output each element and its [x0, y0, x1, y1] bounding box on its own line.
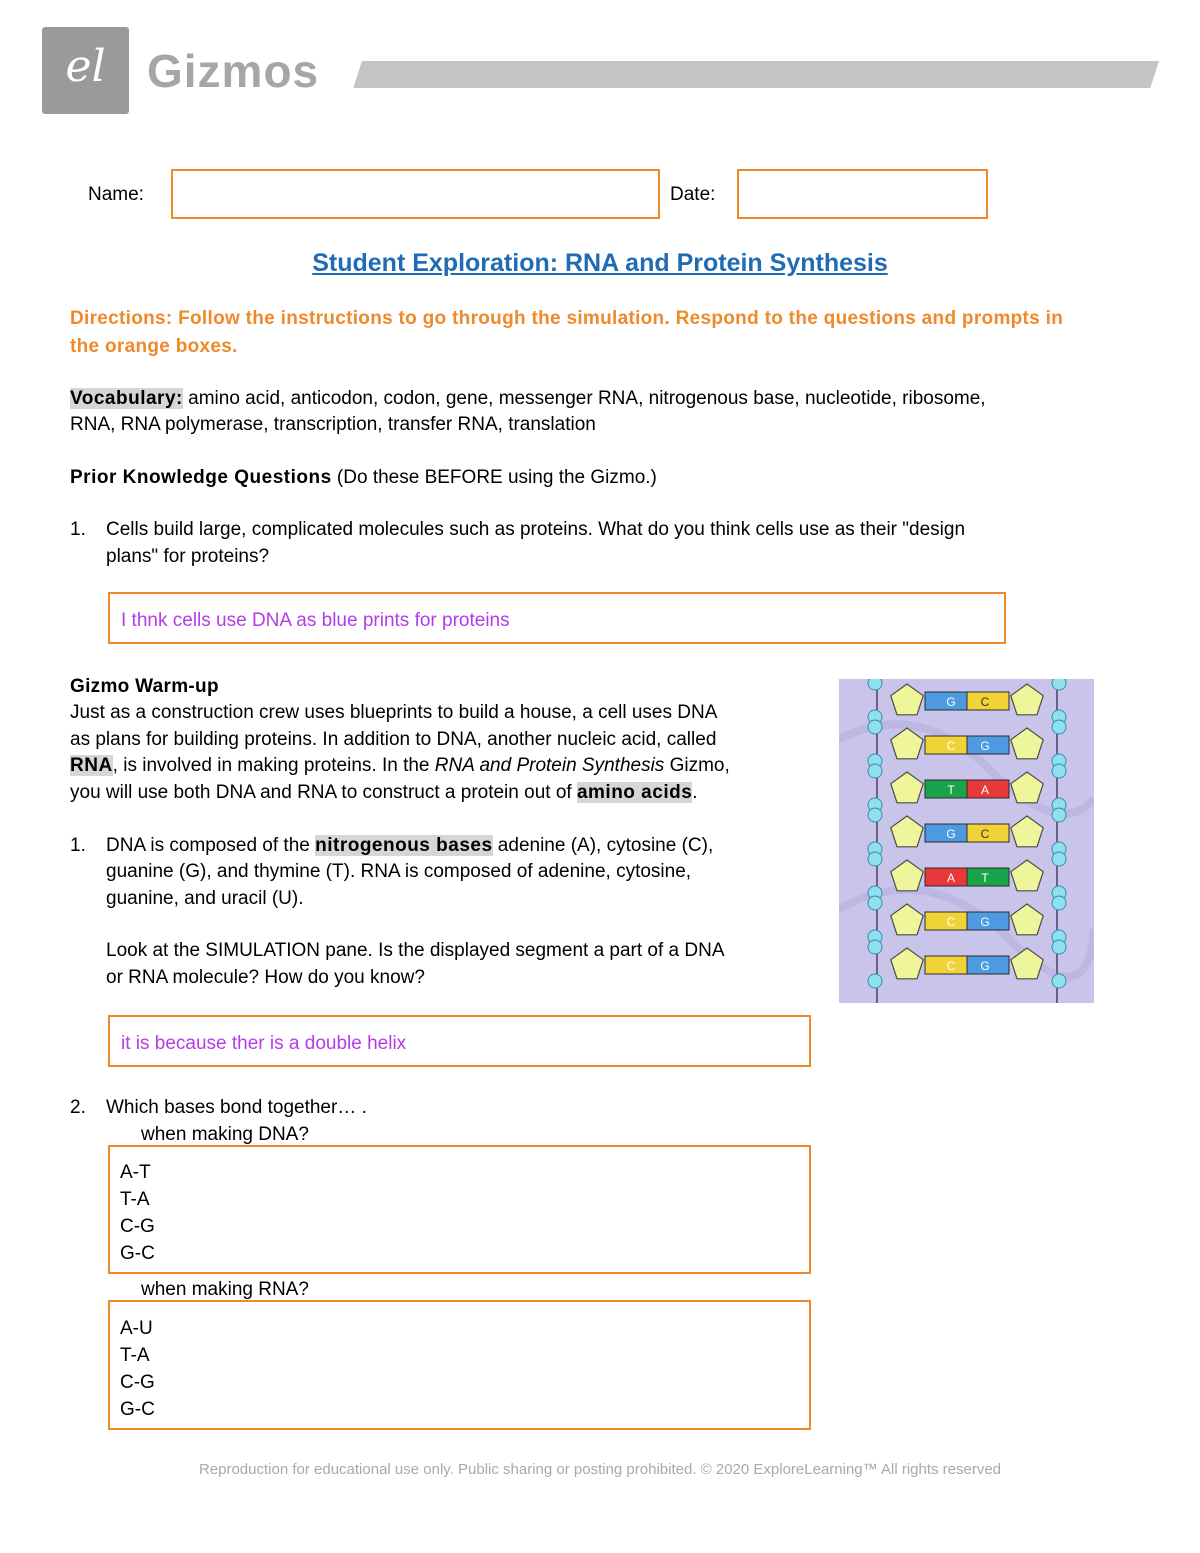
sugar-pentagon [891, 860, 923, 891]
warmup-line2: as plans for building proteins. In addition to DNA, another nucleic acid, called [70, 729, 717, 750]
warmup-q1-number: 1. [70, 835, 86, 856]
phosphate-circle [868, 808, 882, 822]
prior-answer-box[interactable] [108, 592, 1006, 644]
prior-heading-text: Prior Knowledge Questions [70, 467, 332, 488]
name-label: Name: [88, 184, 144, 205]
base-letter: C [946, 915, 956, 929]
base-left [925, 780, 967, 798]
footer-copyright: Reproduction for educational use only. Public sharing or posting prohibited. © 2020 ExploreLearning™ All rights reserved [198, 1461, 1002, 1478]
date-field[interactable] [737, 169, 988, 219]
dna-pair: T-A [120, 1189, 150, 1210]
rna-pairs-prompt: when making RNA? [141, 1279, 309, 1300]
phosphate-circle [1052, 764, 1066, 778]
dna-double-helix-illustration [839, 679, 1094, 1003]
warmup-q1-line5: or RNA molecule? How do you know? [106, 967, 425, 988]
dna-pair: C-G [120, 1216, 155, 1237]
dna-pairs-answer-box[interactable] [108, 1145, 811, 1274]
phosphate-circle [868, 896, 882, 910]
base-letter: T [947, 783, 955, 797]
directions-text: Directions: Follow the instructions to go through the simulation. Respond to the questions and prompts in the orange boxes. [70, 308, 1064, 357]
logo-text: el [65, 41, 106, 92]
warmup-q2-text: Which bases bond together… . [106, 1097, 367, 1118]
phosphate-circle [1052, 852, 1066, 866]
warmup-line4-text: you will use both DNA and RNA to construct a protein out of [70, 782, 577, 803]
nitrogenous-bases-highlight: nitrogenous bases [315, 835, 493, 856]
sugar-pentagon [891, 684, 923, 715]
base-letter: G [980, 959, 990, 973]
q1-text-start: DNA is composed of the [106, 835, 316, 856]
phosphate-circle [1052, 940, 1066, 954]
warmup-line4-end: . [692, 782, 698, 803]
base-letter: T [981, 871, 989, 885]
warmup-line1: Just as a construction crew uses blueprints to build a house, a cell uses DNA [70, 702, 718, 723]
dna-pair: G-C [120, 1243, 155, 1264]
dna-pairs-prompt: when making DNA? [141, 1124, 309, 1145]
base-letter: C [980, 695, 990, 709]
phosphate-circle [868, 764, 882, 778]
sugar-pentagon [891, 948, 923, 979]
sugar-pentagon [1011, 904, 1043, 935]
sugar-pentagon [1011, 860, 1043, 891]
warmup-line3-text: , is involved in making proteins. In the [112, 755, 435, 776]
date-label: Date: [670, 184, 716, 205]
warmup-q2-number: 2. [70, 1097, 86, 1118]
dna-simulation-image [839, 679, 1094, 1003]
rna-pair: A-U [120, 1318, 153, 1339]
vocabulary-label: Vocabulary: [70, 388, 183, 409]
rna-pair: C-G [120, 1372, 155, 1393]
base-letter: G [980, 915, 990, 929]
phosphate-circle [868, 974, 882, 988]
page-title: Student Exploration: RNA and Protein Synthesis [312, 249, 888, 277]
amino-acids-highlight: amino acids [576, 782, 693, 803]
sugar-pentagon [1011, 728, 1043, 759]
warmup-line3 [70, 752, 730, 779]
warmup-q1-line2: guanine (G), and thymine (T). RNA is composed of adenine, cytosine, [106, 861, 692, 882]
vocabulary-line2: RNA, RNA polymerase, transcription, transfer RNA, translation [70, 414, 596, 435]
phosphate-circle [1052, 679, 1066, 690]
warmup-heading: Gizmo Warm-up [70, 676, 219, 697]
base-letter: A [946, 871, 956, 885]
base-letter: G [946, 695, 956, 709]
prior-knowledge-heading [70, 464, 657, 491]
name-field[interactable] [171, 169, 660, 219]
phosphate-circle [1052, 896, 1066, 910]
brand-name: Gizmos [147, 45, 320, 97]
warmup-q1-answer-text: it is because ther is a double helix [121, 1033, 407, 1054]
sugar-pentagon [891, 816, 923, 847]
q1-text-end: adenine (A), cytosine (C), [492, 835, 714, 856]
gizmo-name: RNA and Protein Synthesis [434, 755, 665, 776]
phosphate-circle [868, 679, 882, 690]
phosphate-circle [1052, 808, 1066, 822]
sugar-pentagon [1011, 948, 1043, 979]
warmup-q1-line1 [106, 832, 713, 859]
base-letter: G [946, 827, 956, 841]
base-letter: A [980, 783, 990, 797]
prior-question-line2: plans" for proteins? [106, 546, 270, 567]
warmup-line4 [70, 779, 698, 806]
base-letter: C [946, 959, 956, 973]
sugar-pentagon [891, 772, 923, 803]
phosphate-circle [868, 940, 882, 954]
base-letter: C [980, 827, 990, 841]
vocabulary-terms: amino acid, anticodon, codon, gene, messenger RNA, nitrogenous base, nucleotide, ribosome, [182, 388, 986, 409]
prior-answer-text: I thnk cells use DNA as blue prints for proteins [121, 610, 510, 631]
rna-pair: G-C [120, 1399, 155, 1420]
rna-pair: T-A [120, 1345, 150, 1366]
base-letter: C [946, 739, 956, 753]
prior-heading-note: (Do these BEFORE using the Gizmo.) [331, 467, 657, 488]
header-bar [353, 61, 1159, 88]
phosphate-circle [868, 720, 882, 734]
sugar-pentagon [1011, 772, 1043, 803]
explorelearning-logo [42, 27, 129, 114]
vocabulary-line1 [70, 385, 1150, 412]
sugar-pentagon [891, 728, 923, 759]
warmup-q1-answer-box[interactable] [108, 1015, 811, 1067]
phosphate-circle [1052, 974, 1066, 988]
warmup-line3-end: Gizmo, [664, 755, 730, 776]
warmup-q1-line4: Look at the SIMULATION pane. Is the displayed segment a part of a DNA [106, 940, 725, 961]
sugar-pentagon [1011, 684, 1043, 715]
warmup-q1-line3: guanine, and uracil (U). [106, 888, 304, 909]
sugar-pentagon [1011, 816, 1043, 847]
rna-highlight: RNA [70, 755, 113, 776]
question-number: 1. [70, 519, 86, 540]
phosphate-circle [1052, 720, 1066, 734]
prior-question-line1: Cells build large, complicated molecules such as proteins. What do you think cells use as their "design [106, 519, 966, 540]
phosphate-circle [868, 852, 882, 866]
base-letter: G [980, 739, 990, 753]
rna-pairs-answer-box[interactable] [108, 1300, 811, 1430]
sugar-pentagon [891, 904, 923, 935]
dna-pair: A-T [120, 1162, 151, 1183]
